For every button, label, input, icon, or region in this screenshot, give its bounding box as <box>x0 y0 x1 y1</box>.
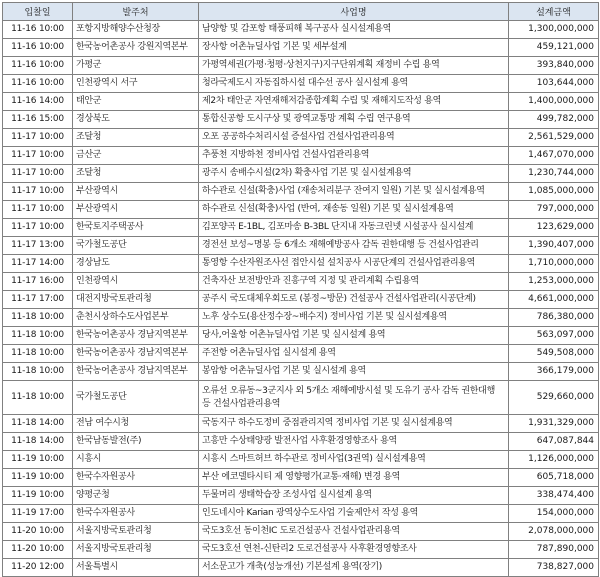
table-row <box>3 183 599 201</box>
cell-amount: 1,126,000,000 <box>509 451 599 469</box>
table-row <box>3 273 599 291</box>
cell-amount: 549,508,000 <box>509 345 599 363</box>
cell-amount: 1,230,744,000 <box>509 165 599 183</box>
cell-project-name: 국도3호선 연천-신탄리2 도로건설공사 사후환경영향조사 <box>199 541 509 559</box>
cell-org: 금산군 <box>73 147 199 165</box>
cell-org: 서울지방국토관리청 <box>73 523 199 541</box>
table-row <box>3 433 599 451</box>
cell-project-name: 두물머리 생태학습장 조성사업 실시설계 용역 <box>199 487 509 505</box>
table-row <box>3 487 599 505</box>
cell-project-name: 김포양곡 E-1BL, 김포마송 B-3BL 단지내 자동크린넷 시설공사 실시설계 <box>199 219 509 237</box>
cell-project-name: 장사항 어촌뉴딜사업 기본 및 세부설계 <box>199 39 509 57</box>
cell-org: 한국수자원공사 <box>73 505 199 523</box>
cell-date: 11-18 14:00 <box>3 415 73 433</box>
cell-amount: 103,644,000 <box>509 75 599 93</box>
cell-amount: 2,561,529,000 <box>509 129 599 147</box>
cell-org: 부산광역시 <box>73 183 199 201</box>
header-org: 발주처 <box>73 3 199 21</box>
bid-table <box>2 2 599 577</box>
table-row <box>3 505 599 523</box>
table-row <box>3 219 599 237</box>
table-row <box>3 237 599 255</box>
cell-amount: 123,629,000 <box>509 219 599 237</box>
cell-org: 부산광역시 <box>73 201 199 219</box>
cell-org: 시흥시 <box>73 451 199 469</box>
table-row <box>3 129 599 147</box>
cell-date: 11-16 10:00 <box>3 57 73 75</box>
header-name: 사업명 <box>199 3 509 21</box>
cell-amount: 366,179,000 <box>509 363 599 381</box>
cell-project-name: 하수관로 신설(확충)사업 (반여, 재송동 일원) 기본 및 실시설계용역 <box>199 201 509 219</box>
cell-amount: 787,890,000 <box>509 541 599 559</box>
cell-date: 11-18 10:00 <box>3 345 73 363</box>
cell-project-name: 통영항 수산자원조사선 접안시설 설치공사 시공단계의 건설사업관리용역 <box>199 255 509 273</box>
cell-org: 춘천시상하수도사업본부 <box>73 309 199 327</box>
cell-org: 한국농어촌공사 강원지역본부 <box>73 39 199 57</box>
cell-org: 국가철도공단 <box>73 381 199 415</box>
cell-date: 11-20 10:00 <box>3 523 73 541</box>
table-row <box>3 309 599 327</box>
cell-date: 11-19 17:00 <box>3 505 73 523</box>
cell-date: 11-17 10:00 <box>3 183 73 201</box>
cell-project-name: 건축자산 보전방안과 진흥구역 지정 및 관리계획 수립용역 <box>199 273 509 291</box>
cell-org: 한국농어촌공사 경남지역본부 <box>73 345 199 363</box>
cell-project-name: 공주시 국도대체우회도로 (봉정~방문) 건설공사 건설사업관리(시공단계) <box>199 291 509 309</box>
cell-amount: 563,097,000 <box>509 327 599 345</box>
cell-project-name: 제2차 태안군 자연재해저감종합계획 수립 및 재해지도작성 용역 <box>199 93 509 111</box>
cell-date: 11-16 15:00 <box>3 111 73 129</box>
cell-amount: 338,474,400 <box>509 487 599 505</box>
cell-amount: 2,078,000,000 <box>509 523 599 541</box>
table-row <box>3 345 599 363</box>
table-row <box>3 57 599 75</box>
cell-date: 11-17 10:00 <box>3 201 73 219</box>
cell-amount: 1,710,000,000 <box>509 255 599 273</box>
cell-date: 11-17 13:00 <box>3 237 73 255</box>
cell-project-name: 부산 에코델타시티 제 영향평가(교통·재해) 변경 용역 <box>199 469 509 487</box>
cell-date: 11-19 10:00 <box>3 487 73 505</box>
cell-date: 11-19 10:00 <box>3 469 73 487</box>
cell-date: 11-16 14:00 <box>3 93 73 111</box>
cell-date: 11-20 12:00 <box>3 559 73 577</box>
cell-date: 11-18 10:00 <box>3 309 73 327</box>
table-row <box>3 523 599 541</box>
cell-project-name: 오류선 오류동~3군지사 외 5개소 재해예방시설 및 도유기 공사 감독 권한대행 등 건설사업관리용역 <box>199 381 509 415</box>
table-row <box>3 469 599 487</box>
table-row <box>3 559 599 577</box>
cell-amount: 459,121,000 <box>509 39 599 57</box>
cell-org: 경상북도 <box>73 111 199 129</box>
cell-date: 11-17 10:00 <box>3 129 73 147</box>
cell-org: 한국남동발전(주) <box>73 433 199 451</box>
cell-amount: 647,087,844 <box>509 433 599 451</box>
cell-project-name: 오포 공공하수처리시설 증설사업 건설사업관리용역 <box>199 129 509 147</box>
cell-project-name: 국도3호선 동이천IC 도로건설공사 건설사업관리용역 <box>199 523 509 541</box>
cell-amount: 1,400,000,000 <box>509 93 599 111</box>
cell-org: 인천광역시 <box>73 273 199 291</box>
cell-org: 인천광역시 서구 <box>73 75 199 93</box>
cell-date: 11-17 14:00 <box>3 255 73 273</box>
table-row <box>3 327 599 345</box>
cell-project-name: 주전항 어촌뉴딜사업 실시설계 용역 <box>199 345 509 363</box>
cell-amount: 1,253,000,000 <box>509 273 599 291</box>
table-row <box>3 415 599 433</box>
cell-date: 11-19 10:00 <box>3 451 73 469</box>
table-row <box>3 93 599 111</box>
cell-project-name: 국동지구 하수도정비 중점관리지역 정비사업 기본 및 실시설계용역 <box>199 415 509 433</box>
cell-project-name: 노후 상수도(용산정수장~배수지) 정비사업 기본 및 실시설계용역 <box>199 309 509 327</box>
cell-amount: 499,782,000 <box>509 111 599 129</box>
cell-amount: 786,380,000 <box>509 309 599 327</box>
table-row <box>3 111 599 129</box>
cell-amount: 1,390,407,000 <box>509 237 599 255</box>
cell-project-name: 광주시 송배수시설(2차) 확충사업 기본 및 실시설계용역 <box>199 165 509 183</box>
cell-project-name: 통합신공항 도시구상 및 광역교통망 계획 수립 연구용역 <box>199 111 509 129</box>
cell-org: 포항지방해양수산청장 <box>73 21 199 39</box>
cell-project-name: 청라국제도시 자동집하시설 대수선 공사 실시설계 용역 <box>199 75 509 93</box>
cell-project-name: 서소문고가 개축(성능개선) 기본설계 용역(장기) <box>199 559 509 577</box>
table-row <box>3 451 599 469</box>
cell-amount: 605,718,000 <box>509 469 599 487</box>
cell-date: 11-17 16:00 <box>3 273 73 291</box>
cell-date: 11-17 10:00 <box>3 219 73 237</box>
cell-project-name: 인도네시아 Karian 광역상수도사업 기술제안서 작성 용역 <box>199 505 509 523</box>
cell-date: 11-17 10:00 <box>3 147 73 165</box>
cell-amount: 1,467,070,000 <box>509 147 599 165</box>
cell-amount: 797,000,000 <box>509 201 599 219</box>
table-header-row <box>3 3 599 21</box>
bid-table-container <box>2 2 598 577</box>
cell-amount: 1,300,000,000 <box>509 21 599 39</box>
cell-amount: 1,931,329,000 <box>509 415 599 433</box>
cell-org: 태안군 <box>73 93 199 111</box>
cell-project-name: 하수관로 신설(확충)사업 (재송처리분구 잔여지 일원) 기본 및 실시설계용역 <box>199 183 509 201</box>
cell-project-name: 당사,어울항 어촌뉴딜사업 기본 및 실시설계 용역 <box>199 327 509 345</box>
cell-date: 11-16 10:00 <box>3 21 73 39</box>
cell-org: 대전지방국토관리청 <box>73 291 199 309</box>
cell-amount: 738,827,000 <box>509 559 599 577</box>
cell-org: 조달청 <box>73 129 199 147</box>
cell-amount: 4,661,000,000 <box>509 291 599 309</box>
cell-date: 11-16 10:00 <box>3 39 73 57</box>
cell-project-name: 가평역세권(가평·청평·상천지구)지구단위계획 재정비 수립 용역 <box>199 57 509 75</box>
cell-date: 11-20 10:00 <box>3 541 73 559</box>
cell-org: 한국농어촌공사 경남지역본부 <box>73 327 199 345</box>
cell-org: 전남 여수시청 <box>73 415 199 433</box>
cell-project-name: 남양항 및 감포항 태풍피해 복구공사 실시설계용역 <box>199 21 509 39</box>
cell-date: 11-16 10:00 <box>3 75 73 93</box>
cell-project-name: 경전선 보성~명봉 등 6개소 재해예방공사 감독 권한대행 등 건설사업관리 <box>199 237 509 255</box>
header-date: 입찰일 <box>3 3 73 21</box>
table-row <box>3 541 599 559</box>
cell-amount: 529,660,000 <box>509 381 599 415</box>
table-row <box>3 21 599 39</box>
table-row <box>3 147 599 165</box>
cell-org: 양평군청 <box>73 487 199 505</box>
cell-amount: 393,840,000 <box>509 57 599 75</box>
cell-org: 서울특별시 <box>73 559 199 577</box>
cell-project-name: 추풍천 지방하천 정비사업 건설사업관리용역 <box>199 147 509 165</box>
cell-date: 11-18 10:00 <box>3 381 73 415</box>
cell-date: 11-18 10:00 <box>3 327 73 345</box>
cell-date: 11-17 10:00 <box>3 165 73 183</box>
cell-org: 서울지방국토관리청 <box>73 541 199 559</box>
cell-org: 가평군 <box>73 57 199 75</box>
cell-project-name: 시흥시 스마트허브 하수관로 정비사업(3권역) 실시설계용역 <box>199 451 509 469</box>
table-row <box>3 75 599 93</box>
cell-date: 11-18 14:00 <box>3 433 73 451</box>
cell-org: 한국농어촌공사 경남지역본부 <box>73 363 199 381</box>
cell-org: 경상남도 <box>73 255 199 273</box>
table-row <box>3 165 599 183</box>
table-row <box>3 255 599 273</box>
cell-amount: 154,000,000 <box>509 505 599 523</box>
table-body <box>3 21 599 577</box>
cell-date: 11-17 17:00 <box>3 291 73 309</box>
header-amount: 설계금액 <box>509 3 599 21</box>
table-row <box>3 381 599 415</box>
cell-amount: 1,085,000,000 <box>509 183 599 201</box>
cell-project-name: 봉암항 어촌뉴딜사업 기본 및 실시설계 용역 <box>199 363 509 381</box>
cell-org: 국가철도공단 <box>73 237 199 255</box>
cell-org: 한국수자원공사 <box>73 469 199 487</box>
cell-project-name: 고흥만 수상태양광 발전사업 사후환경영향조사 용역 <box>199 433 509 451</box>
cell-org: 조달청 <box>73 165 199 183</box>
cell-org: 한국토지주택공사 <box>73 219 199 237</box>
table-row <box>3 39 599 57</box>
table-row <box>3 291 599 309</box>
cell-date: 11-18 10:00 <box>3 363 73 381</box>
table-row <box>3 201 599 219</box>
table-row <box>3 363 599 381</box>
